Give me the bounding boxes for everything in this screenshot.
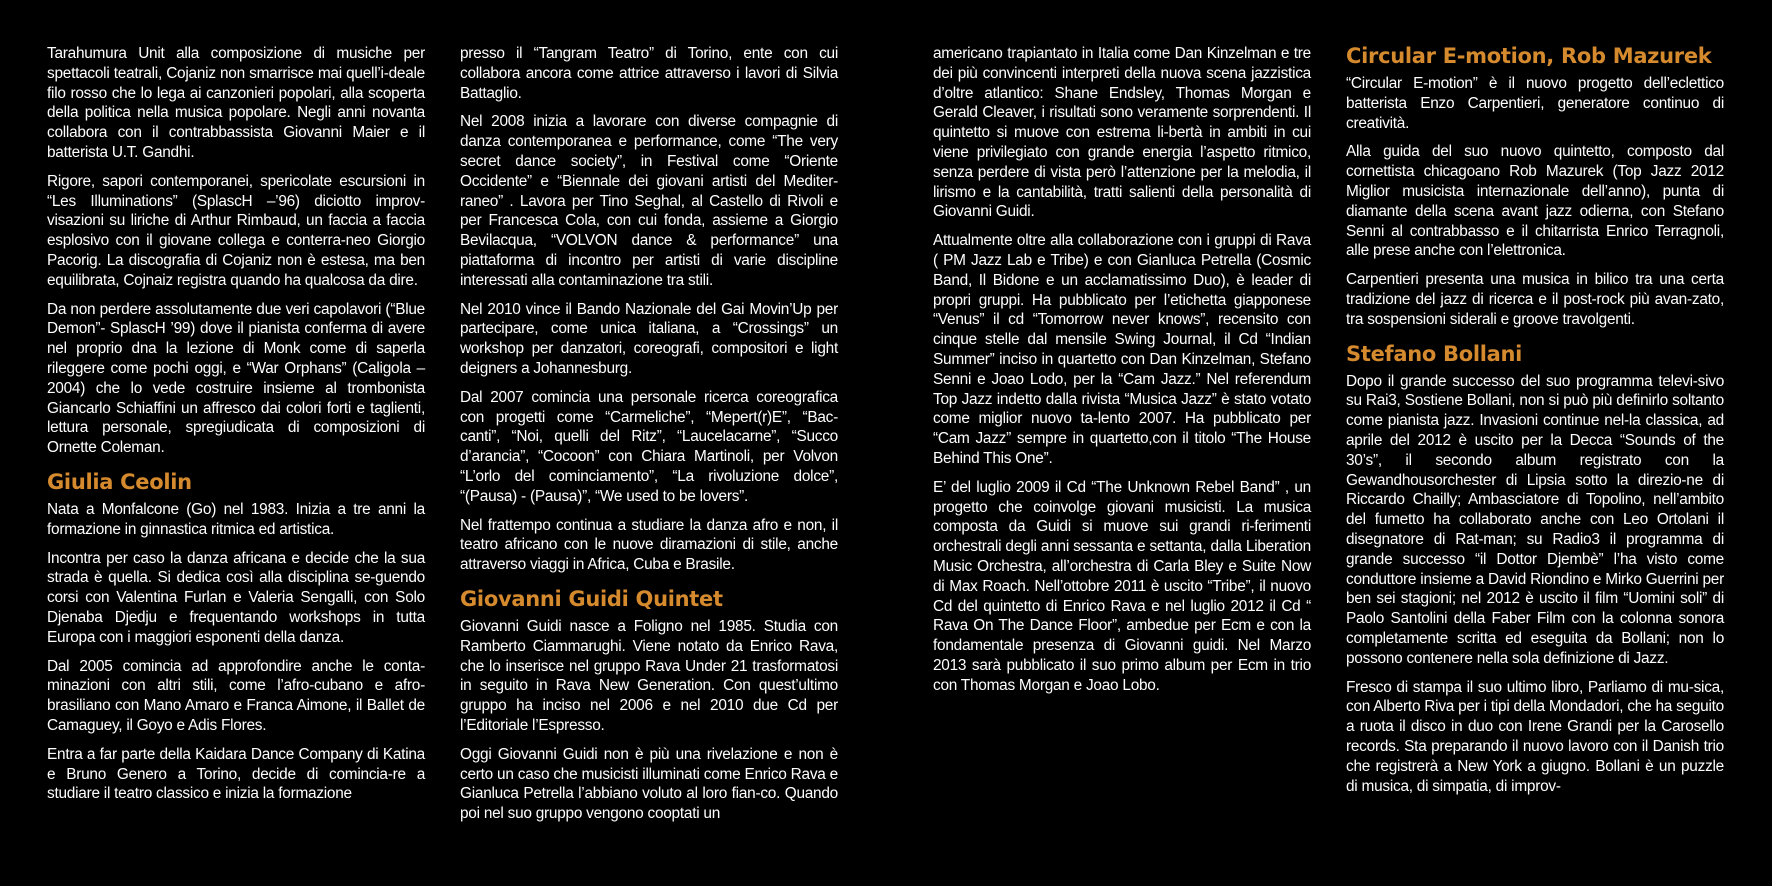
paragraph: Rigore, sapori contemporanei, spericolate escursioni in “Les Illuminations” (SplascH –’96) diciotto improv-visazioni su liriche di Arthur Rimbaud, un faccia a faccia esplosivo con il giovane collega e conterra-neo Giorgio Pacorig. La discografia di Cojaniz non è estesa, ma ben equilibrata, Cojnaiz registra quando ha qualcosa da dire. bbox=[47, 172, 425, 289]
paragraph: Tarahumura Unit alla composizione di musiche per spettacoli teatrali, Cojaniz non smarrisce mai quell’i-deale filo rosso che lo lega ai canzonieri popolari, alla scoperta della politica nella musica popolare. Negli anni novanta collabora con il contrabbassista Giovanni Maier e il batterista U.T. Gandhi. bbox=[47, 45, 425, 161]
section-heading-giovanni-guidi-quintet: Giovanni Guidi Quintet bbox=[460, 586, 723, 611]
column-2 bbox=[460, 44, 838, 833]
paragraph: Nel 2008 inizia a lavorare con diverse compagnie di danza contemporanea e performance, come “The very secret dance society”, in Festival come “Oriente Occidente” e “Biennale dei giovani artisti del Mediter-raneo” . Lavora per Tino Seghal, al Castello di Rivoli e per Francesca Cola, con cui fonda, assieme a Giorgio Bevilacqua, “VOLVON dance & performance” una piattaforma di incontro per artisti di varie discipline interessati alla contaminazione tra stili. bbox=[460, 113, 838, 289]
column-1 bbox=[47, 44, 425, 813]
paragraph: presso il “Tangram Teatro” di Torino, ente con cui collabora ancora come attrice attraverso i lavori di Silvia Battaglio. bbox=[460, 45, 838, 102]
paragraph: americano trapiantato in Italia come Dan Kinzelman e tre dei più convincenti interpreti della nuova scena jazzistica d’oltre atlantico: Shane Endsley, Thomas Morgan e Gerald Cleaver, i risultati sono veramente sorprendenti. Il quintetto si muove con estrema li-bertà in ambiti in cui viene privilegiato con grande energia l’aspetto ritmico, senza perdere di vista però l’attenzione per la melodia, il lirismo e la cantabilità, tratti salienti della personalità di Giovanni Guidi. bbox=[933, 45, 1311, 221]
paragraph: Alla guida del suo nuovo quintetto, composto dal cornettista chicagoano Rob Mazurek (Top Jazz 2012 Miglior musicista internazionale dell’anno), punta di diamante della scena avant jazz odierna, con Stefano Senni al contrabbasso e il chitarrista Enrico Terragnoli, alle prese anche con l’elettronica. bbox=[1346, 143, 1724, 260]
paragraph: Da non perdere assolutamente due veri capolavori (“Blue Demon”- SplascH ’99) dove il pianista conferma di avere nel proprio dna la lezione di Monk come di saperla rileggere come pochi oggi, e “War Orphans” (Caligola – 2004) che lo vede costruire insieme al trombonista Giancarlo Schiaffini un affresco dai colori forti e taglienti, lettura personale, spregiudicata di composizioni di Ornette Coleman. bbox=[47, 300, 425, 457]
paragraph: Nata a Monfalcone (Go) nel 1983. Inizia a tre anni la formazione in ginnastica ritmica ed artistica. bbox=[47, 500, 425, 538]
section-heading-stefano-bollani: Stefano Bollani bbox=[1346, 341, 1523, 366]
paragraph: Fresco di stampa il suo ultimo libro, Parliamo di mu-sica, con Alberto Riva per i tipi della Mondadori, che ha seguito a ruota il disco in duo con Irene Grandi per la Carosello records. Sta preparando il nuovo lavoro con il Danish trio che registrerà a New York a giugno. Bollani è un puzzle di musica, di simpatia, di improv- bbox=[1346, 678, 1724, 795]
paragraph: Giovanni Guidi nasce a Foligno nel 1985. Studia con Ramberto Ciammarughi. Viene notato da Enrico Rava, che lo inserisce nel gruppo Rava Under 21 trasformatosi in seguito in Rava New Generation. Con quest’ultimo gruppo ha inciso nel 2006 e nel 2010 due Cd per l’Editoriale l’Espresso. bbox=[460, 617, 838, 734]
paragraph: E’ del luglio 2009 il Cd “The Unknown Rebel Band” , un progetto che coinvolge giovani musicisti. La musica composta da Guidi si muove sui grandi ri-ferimenti orchestrali degli anni sessanta e settanta, dalla Liberation Music Orchestra, all’orchestra di Carla Bley e Suite Now di Max Roach. Nell’ottobre 2011 è uscito “Tribe”, il nuovo Cd del quintetto di Enrico Rava e nel luglio 2012 il Cd “ Rava On The Dance Floor”, ambedue per Ecm e con la fondamentale presenza di Giovanni guidi. Nel Marzo 2013 sarà pubblicato il suo primo album per Ecm in trio con Thomas Morgan e Joao Lobo. bbox=[933, 478, 1311, 694]
paragraph: Incontra per caso la danza africana e decide che la sua strada è quella. Si dedica così alla disciplina se-guendo corsi con Valentina Furlan e Valeria Sengalli, con Solo Djenaba Djedju e frequentando workshops in tutta Europa con i maggiori esponenti della danza. bbox=[47, 549, 425, 646]
paragraph: Dal 2005 comincia ad approfondire anche le conta-minazioni con altri stili, come l’afro-cubano e afro-brasiliano con Mano Amaro e Franca Aimone, il Ballet de Camaguey, il Goyo e Adis Flores. bbox=[47, 657, 425, 734]
paragraph: Entra a far parte della Kaidara Dance Company di Katina e Bruno Genero a Torino, decide di comincia-re a studiare il teatro classico e inizia la formazione bbox=[47, 745, 425, 803]
section-heading-circular-e-motion: Circular E-motion, Rob Mazurek bbox=[1346, 44, 1712, 68]
paragraph: “Circular E-motion” è il nuovo progetto dell’eclettico batterista Enzo Carpentieri, generatore continuo di creatività. bbox=[1346, 75, 1724, 132]
paragraph: Attualmente oltre alla collaborazione con i gruppi di Rava ( PM Jazz Lab e Tribe) e con Gianluca Petrella (Cosmic Band, Il Bidone e un acclamatissimo Duo), è leader di propri gruppi. Ha pubblicato per l’etichetta giapponese “Venus” il cd “Tomorrow never knows”, recensito con cinque stelle dal mensile Swing Journal, il Cd “Indian Summer” inciso in quartetto con Dan Kinzelman, Stefano Senni e Joao Lodo, per la “Cam Jazz.” Nel referendum Top Jazz indetto dalla rivista “Musica Jazz” è stato votato come miglior nuovo ta-lento 2007. Ha pubblicato per “Cam Jazz” sempre in quartetto,con il titolo “The House Behind This One”. bbox=[933, 232, 1311, 467]
paragraph: Dal 2007 comincia una personale ricerca coreografica con progetti come “Carmeliche”, “Mepert(r)E”, “Bac-canti”, “Noi, quelli del Ritz”, “Laucelacarne”, “Succo d’arancia”, “Cocoon” con Chiara Martinoli, per Volvon “L’orlo del cominciamento”, “La rivoluzione dolce”, “(Pausa) - (Pausa)”, “We used to be lovers”. bbox=[460, 388, 838, 505]
column-3 bbox=[933, 44, 1311, 705]
paragraph: Nel frattempo continua a studiare la danza afro e non, il teatro africano con le nuove diramazioni di stile, anche attraverso viaggi in Africa, Cuba e Brasile. bbox=[460, 516, 838, 574]
paragraph: Carpentieri presenta una musica in bilico tra una certa tradizione del jazz di ricerca e il post-rock più avan-zato, tra sospensioni siderali e groove travolgenti. bbox=[1346, 271, 1724, 328]
paragraph: Oggi Giovanni Guidi non è più una rivelazione e non è certo un caso che musicisti illuminati come Enrico Rava e Gianluca Petrella l’abbiano voluto al loro fian-co. Quando poi nel suo gruppo vengono cooptati un bbox=[460, 745, 838, 823]
column-4 bbox=[1346, 44, 1724, 805]
paragraph: Dopo il grande successo del suo programma televi-sivo su Rai3, Sostiene Bollani, non si può più definirlo soltanto come pianista jazz. Invasioni continue nel-la classica, ad aprile del 2012 è uscito per la Decca “Sounds of the 30’s”, il secondo album registrato con la Gewandhousorchester di Lipsia sotto la direzio-ne di Riccardo Chailly; Ambasciatore di Topolino, nell’ambito del fumetto ha collaborato anche con Leo Ortolani il disegnatore di Rat-man; su Radio3 il programma di grande successo “il Dottor Djembè” l’ha visto come conduttore insieme a David Riondino e Mirko Guerrini per ben sei stagioni; nel 2012 è uscito il film “Uomini soli” di Paolo Santolini della Faber Film con la colonna sonora completamente scritta ed eseguita da Bollani; non lo possono contenere nella sola definizione di Jazz. bbox=[1346, 372, 1724, 667]
section-heading-giulia-ceolin: Giulia Ceolin bbox=[47, 469, 192, 494]
paragraph: Nel 2010 vince il Bando Nazionale del Gai Movin’Up per partecipare, come unica italiana, a “Crossings” un workshop per danzatori, coreografi, compositori e light deigners a Johannesburg. bbox=[460, 300, 838, 377]
